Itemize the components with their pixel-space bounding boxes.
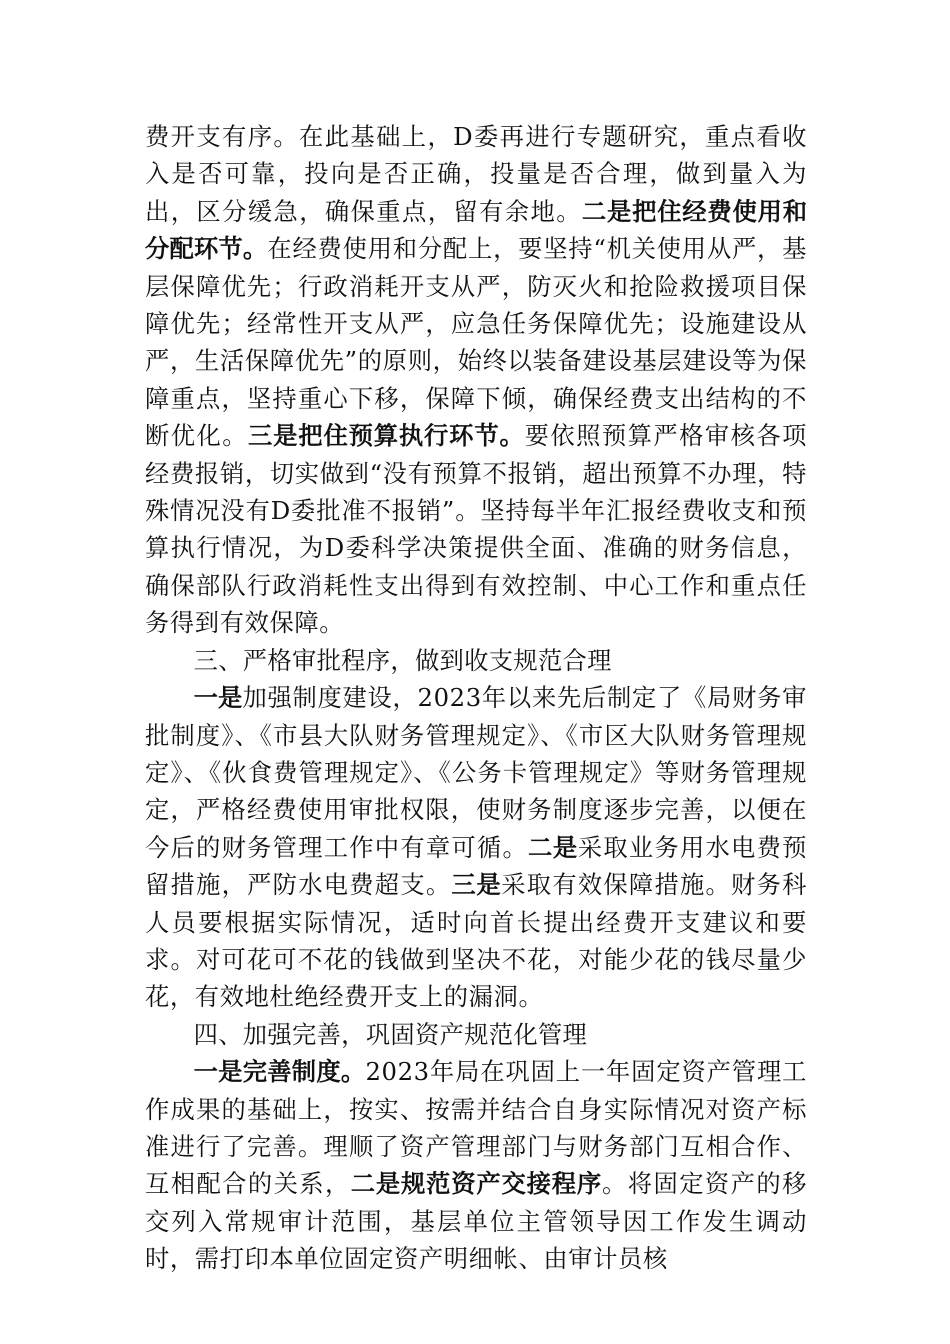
- text-run: 加强制度建设，2023年以来先后制定了《局财务审批制度》、《市县大队财务管理规定》、《市区大队财务管理规定》、《伙食费管理规定》、《公务卡管理规定》等财务管理规定，严格经费使用审批权限，使财务制度逐步完善，以便在今后的财务管理工作中有章可循。: [145, 683, 808, 862]
- paragraph-approval-procedures: [145, 679, 807, 1016]
- document-page: [145, 118, 807, 1278]
- bold-point-two: 二是规范资产交接程序: [350, 1169, 603, 1199]
- highlight-point-one: 一是: [193, 683, 243, 713]
- paragraph-asset-management: [145, 1053, 807, 1277]
- text-run: 采取有效保障措施。财务科人员要根据实际情况，适时向首长提出经费开支建议和要求。对可花可不花的钱做到坚决不花，对能少花的钱尽量少花，有效地杜绝经费开支上的漏洞。: [145, 870, 808, 1012]
- text-run: 采取业务用水电费预留措施，严防水电费超支。: [145, 832, 808, 900]
- section-heading-4: 四、加强完善，巩固资产规范化管理: [193, 1019, 588, 1049]
- text-run: 2023年局在巩固上一年固定资产管理工作成果的基础上，按实、按需并结合自身实际情况对资产标准进行了完善。理顺了资产管理部门与财务部门互相合作、互相配合的关系，: [145, 1057, 807, 1199]
- bold-point-three: 三是把住预算执行环节。: [248, 421, 525, 451]
- bold-point-one: 一是完善制度。: [193, 1057, 366, 1087]
- text-run: 费开支有序。在此基础上，D委再进行专题研究，重点看收入是否可靠，投向是否正确，投量是否合理，做到量入为出，区分缓急，确保重点，留有余地。: [145, 122, 807, 226]
- text-run: 。将固定资产的移交列入常规审计范围，基层单位主管领导因工作发生调动时，需打印本单位固定资产明细帐、由审计员核: [145, 1169, 807, 1274]
- highlight-point-two: 二是: [527, 832, 578, 862]
- text-run: 要依照预算严格审核各项经费报销，切实做到“没有预算不报销，超出预算不办理，特殊情况没有D委批准不报销”。坚持每半年汇报经费收支和预算执行情况，为D委科学决策提供全面、准确的财务信息，确保部队行政消耗性支出得到有效控制、中心工作和重点任务得到有效保障。: [145, 421, 807, 638]
- highlight-point-three: 三是: [451, 870, 502, 900]
- text-run: 在经费使用和分配上，要坚持“机关使用从严，基层保障优先；行政消耗开支从严，防灭火和抢险救援项目保障优先；经常性开支从严，应急任务保障优先；设施建设从严，生活保障优先”的原则，始终以装备建设基层建设等为保障重点，坚持重心下移，保障下倾，确保经费支出结构的不断优化。: [145, 234, 808, 451]
- section-heading-3: 三、严格审批程序，做到收支规范合理: [193, 645, 612, 675]
- paragraph-budget-control: [145, 118, 807, 642]
- bold-point-two: 二是把住经费使用和分配环节。: [145, 196, 808, 264]
